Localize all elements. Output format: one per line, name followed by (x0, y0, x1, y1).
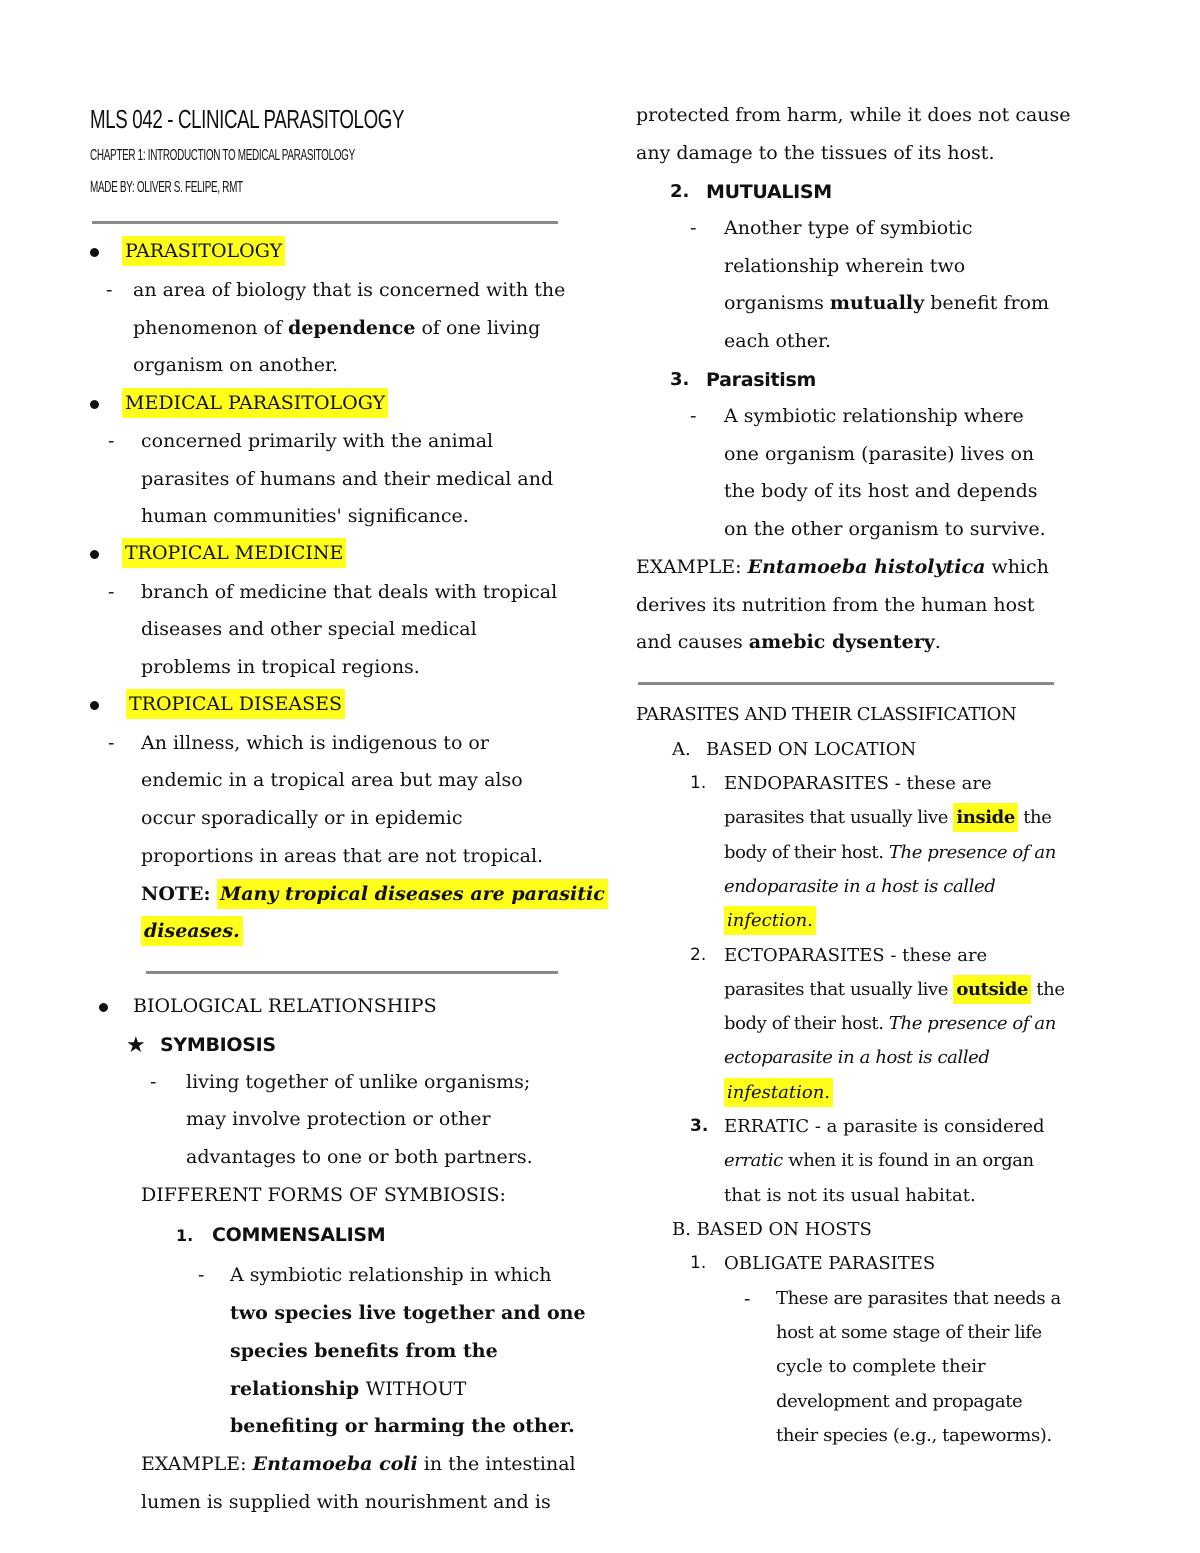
subheading-hosts: B. BASED ON HOSTS (672, 1219, 872, 1240)
text-line: one organism (parasite) lives on (724, 443, 1035, 465)
note-line: diseases. (141, 922, 243, 941)
text-line: ENDOPARASITES - these are (724, 773, 992, 794)
document-title: MLS 042 - CLINICAL PARASITOLOGY (90, 104, 405, 134)
text-line: two species live together and one (230, 1302, 586, 1324)
biological-relationships-heading: BIOLOGICAL RELATIONSHIPS (133, 995, 437, 1017)
bullet-icon (90, 400, 99, 409)
text-line: their species (e.g., tapeworms). (776, 1425, 1052, 1446)
dash-icon: - (198, 1264, 205, 1286)
forms-heading: DIFFERENT FORMS OF SYMBIOSIS: (141, 1184, 506, 1206)
text-line: An illness, which is indigenous to or (141, 732, 489, 754)
text-line: ectoparasite in a host is called (724, 1047, 990, 1068)
text-line: concerned primarily with the animal (141, 430, 494, 452)
text-line: lumen is supplied with nourishment and is (141, 1491, 551, 1513)
text-line: These are parasites that needs a (776, 1288, 1061, 1309)
bullet-icon (90, 248, 99, 257)
text-line: and causes amebic dysentery. (636, 631, 941, 653)
text-line: cycle to complete their (776, 1356, 986, 1377)
text-line: benefiting or harming the other. (230, 1415, 575, 1437)
dash-icon: - (106, 279, 113, 301)
text-line: human communities' significance. (141, 505, 469, 527)
text-line: parasites that usually live outside the (724, 981, 1065, 999)
text-line: proportions in areas that are not tropical. (141, 845, 544, 867)
mutualism-heading: MUTUALISM (706, 181, 832, 203)
text-line: ERRATIC - a parasite is considered (724, 1116, 1045, 1137)
text-line: host at some stage of their life (776, 1322, 1042, 1343)
list-number: 1. (690, 773, 707, 793)
author-line: MADE BY: OLIVER S. FELIPE, RMT (90, 179, 243, 196)
text-line: may involve protection or other (186, 1108, 491, 1130)
text-line: organism on another. (133, 354, 339, 376)
text-line: parasites of humans and their medical and (141, 468, 554, 490)
text-line: advantages to one or both partners. (186, 1146, 533, 1168)
term-tropical-diseases: TROPICAL DISEASES (126, 695, 345, 714)
list-number: 2. (670, 181, 690, 202)
text-line: protected from harm, while it does not cause (636, 104, 1071, 126)
subheading-location: BASED ON LOCATION (706, 739, 917, 760)
text-line: problems in tropical regions. (141, 656, 420, 678)
section-divider (638, 682, 1054, 685)
term-parasitology: PARASITOLOGY (122, 242, 285, 261)
text-line: living together of unlike organisms; (186, 1071, 531, 1093)
note-line: NOTE: Many tropical diseases are parasitic (141, 885, 608, 904)
dash-icon: - (108, 430, 115, 452)
bullet-icon (90, 550, 99, 559)
text-line: parasites that usually live inside the (724, 809, 1052, 827)
classification-heading: PARASITES AND THEIR CLASSIFICATION (636, 704, 1017, 725)
text-line: relationship WITHOUT (230, 1378, 467, 1400)
dash-icon: - (108, 581, 115, 603)
text-line: species benefits from the (230, 1340, 498, 1362)
dash-icon: - (108, 732, 115, 754)
text-line: ECTOPARASITES - these are (724, 945, 988, 966)
text-line: body of their host. The presence of an (724, 842, 1056, 863)
bullet-icon (99, 1003, 108, 1012)
dash-icon: - (150, 1071, 157, 1093)
text-line: an area of biology that is concerned with the (133, 279, 566, 301)
text-line: the body of its host and depends (724, 480, 1038, 502)
text-line: diseases and other special medical (141, 618, 477, 640)
text-line: derives its nutrition from the human host (636, 594, 1035, 616)
text-line: any damage to the tissues of its host. (636, 142, 995, 164)
example-line: EXAMPLE: Entamoeba coli in the intestinal (141, 1453, 576, 1475)
list-number: 3. (670, 369, 690, 390)
text-line: branch of medicine that deals with tropical (141, 581, 558, 603)
list-number: 2. (690, 945, 707, 965)
text-line: relationship wherein two (724, 255, 966, 277)
list-number: 1. (176, 1226, 194, 1245)
dash-icon: - (690, 217, 697, 239)
obligate-heading: OBLIGATE PARASITES (724, 1253, 936, 1274)
text-line: endoparasite in a host is called (724, 876, 996, 897)
text-line: Another type of symbiotic (724, 217, 973, 239)
text-line: on the other organism to survive. (724, 518, 1046, 540)
text-line: A symbiotic relationship where (724, 405, 1024, 427)
text-line: organisms mutually benefit from (724, 292, 1050, 314)
text-line: erratic when it is found in an organ (724, 1150, 1034, 1171)
list-number: 1. (690, 1253, 707, 1273)
dash-icon: - (690, 405, 697, 427)
chapter-title: CHAPTER 1: INTRODUCTION TO MEDICAL PARASITOLOGY (90, 147, 355, 164)
text-line: occur sporadically or in epidemic (141, 807, 463, 829)
list-number: 3. (690, 1116, 709, 1136)
list-letter: A. (672, 739, 691, 760)
term-medical-parasitology: MEDICAL PARASITOLOGY (122, 394, 388, 413)
star-icon: ★ (126, 1033, 146, 1058)
text-line: phenomenon of dependence of one living (133, 317, 541, 339)
text-line: development and propagate (776, 1391, 1023, 1412)
text-line: infestation. (724, 1084, 833, 1102)
term-tropical-medicine: TROPICAL MEDICINE (122, 544, 346, 563)
text-line: infection. (724, 912, 816, 930)
text-line: endemic in a tropical area but may also (141, 769, 523, 791)
example-line: EXAMPLE: Entamoeba histolytica which (636, 556, 1049, 578)
header-divider (92, 221, 558, 224)
dash-icon: - (744, 1288, 751, 1310)
commensalism-heading: COMMENSALISM (212, 1224, 386, 1246)
section-divider (146, 971, 558, 974)
text-line: body of their host. The presence of an (724, 1013, 1056, 1034)
bullet-icon (90, 701, 99, 710)
text-line: each other. (724, 330, 832, 352)
text-line: that is not its usual habitat. (724, 1185, 976, 1206)
symbiosis-heading: SYMBIOSIS (160, 1034, 276, 1056)
parasitism-heading: Parasitism (706, 369, 816, 391)
text-line: A symbiotic relationship in which (230, 1264, 552, 1286)
